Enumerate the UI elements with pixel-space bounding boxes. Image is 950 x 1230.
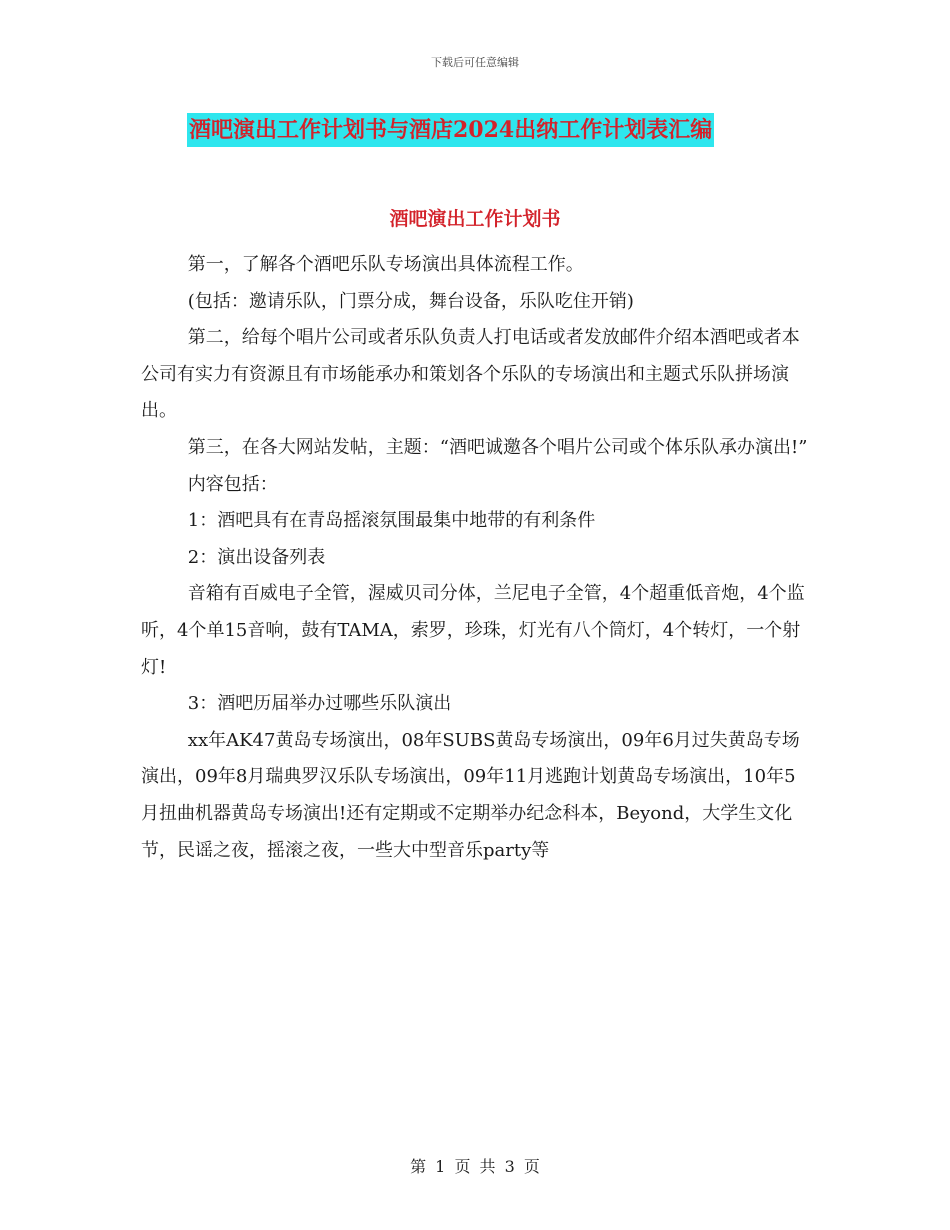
paragraph: (包括：邀请乐队，门票分成，舞台设备，乐队吃住开销) [187, 290, 634, 312]
paragraph: 第二，给每个唱片公司或者乐队负责人打电话或者发放邮件介绍本酒吧或者本公司有实力有资源且有市场能承办和策划各个乐队的专场演出和主题式乐队拼场演出。 [141, 327, 800, 422]
paragraph: 第一，了解各个酒吧乐队专场演出具体流程工作。 [187, 254, 584, 275]
paragraph: 第三，在各大网站发帖，主题：“酒吧诚邀各个唱片公司或个体乐队承办演出!” [187, 436, 808, 458]
paragraph: 音箱有百威电子全管，渥威贝司分体，兰尼电子全管，4个超重低音炮，4个监听，4个单15音响，鼓有TAMA，索罗，珍珠，灯光有八个筒灯，4个转灯，一个射灯! [141, 583, 805, 678]
document-title: 酒吧演出工作计划书与酒店2024出纳工作计划表汇编 [187, 113, 714, 147]
paragraph: 内容包括： [187, 473, 278, 495]
document-body [141, 247, 809, 869]
header-note: 下载后可任意编辑 [431, 56, 519, 69]
list-item: 1：酒吧具有在青岛摇滚氛围最集中地带的有利条件 [187, 510, 596, 532]
paragraph: xx年AK47黄岛专场演出，08年SUBS黄岛专场演出，09年6月过失黄岛专场演出，09年8月瑞典罗汉乐队专场演出，09年11月逃跑计划黄岛专场演出，10年5月扭曲机器黄岛专场演出!还有定期或不定期举办纪念科本，Beyond，大学生文化节，民谣之夜，摇滚之夜，一些大中型音乐party等 [141, 729, 800, 861]
list-item: 3：酒吧历届举办过哪些乐队演出 [187, 693, 452, 715]
page-number: 第 1 页 共 3 页 [410, 1157, 540, 1176]
list-item: 2：演出设备列表 [187, 546, 326, 568]
section-title: 酒吧演出工作计划书 [389, 208, 561, 230]
